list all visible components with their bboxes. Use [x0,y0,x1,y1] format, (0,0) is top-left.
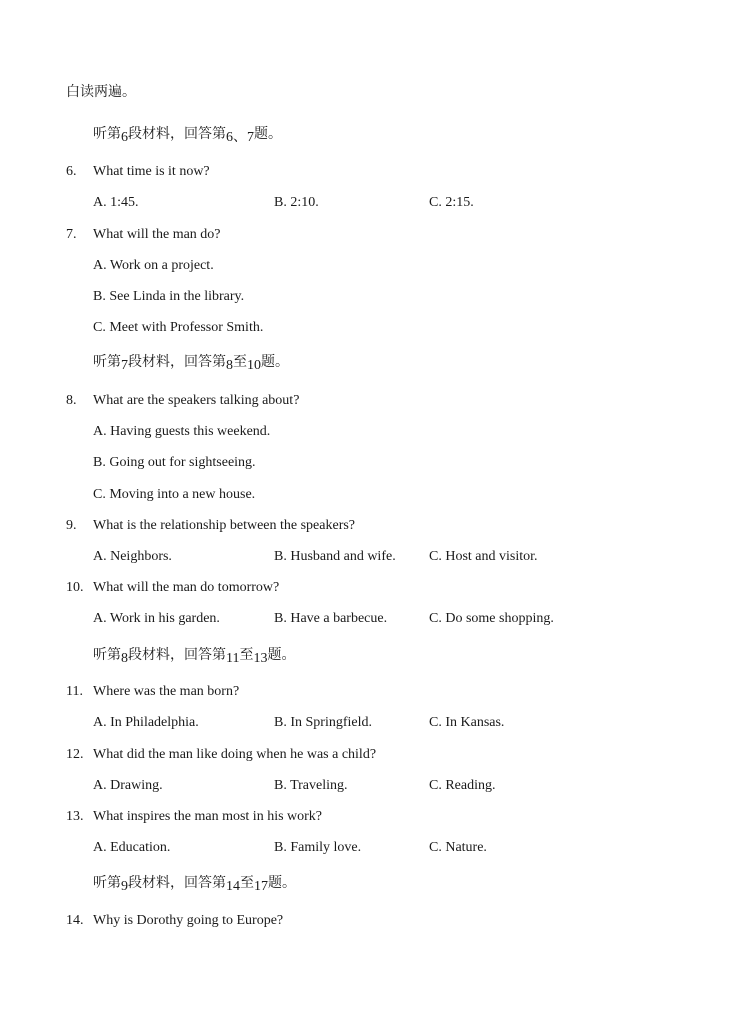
section-text: 题。 [261,354,289,370]
section-number: 8 [121,651,128,666]
section-text: 听第 [93,126,121,142]
option-6a: A. 1:45. [93,195,139,210]
option-13b: B. Family love. [274,840,362,855]
section-text: 至 [240,875,254,891]
section-text: 听第 [93,647,121,663]
section-text: 题。 [254,126,282,142]
section-text: 段材料，回答第 [128,875,226,891]
option-11c: C. In Kansas. [429,715,505,730]
question-range-end: 10 [247,358,261,373]
question-number-6: 6. [66,164,77,179]
option-8b: B. Going out for sightseeing. [93,455,256,470]
option-12a: A. Drawing. [93,778,163,793]
section-text: 段材料，回答第 [128,647,226,663]
question-number-13: 13. [66,809,84,824]
question-text-14: Why is Dorothy going to Europe? [93,913,284,928]
option-9b: B. Husband and wife. [274,549,396,564]
option-11a: A. In Philadelphia. [93,715,199,730]
option-8c: C. Moving into a new house. [93,487,256,502]
option-13c: C. Nature. [429,840,487,855]
question-number-12: 12. [66,747,84,762]
question-text-6: What time is it now? [93,164,210,179]
section-heading-7 [93,353,289,372]
question-text-13: What inspires the man most in his work? [93,809,323,824]
question-text-8: What are the speakers talking about? [93,393,300,408]
option-6b: B. 2:10. [274,195,319,210]
question-range-end: 17 [254,879,268,894]
option-6c: C. 2:15. [429,195,474,210]
question-range-end: 13 [253,651,268,666]
option-10c: C. Do some shopping. [429,611,554,626]
question-text-7: What will the man do? [93,227,221,242]
section-text: 至 [239,647,254,663]
question-text-12: What did the man like doing when he was a child? [93,747,377,762]
option-10b: B. Have a barbecue. [274,611,388,626]
question-range-start: 11 [226,651,240,666]
question-number-14: 14. [66,913,84,928]
question-range: 6、7 [226,130,254,145]
option-11b: B. In Springfield. [274,715,372,730]
option-12b: B. Traveling. [274,778,348,793]
section-text: 题。 [267,647,296,663]
section-number: 7 [121,358,128,373]
section-number: 9 [121,879,128,894]
option-13a: A. Education. [93,840,171,855]
option-7c: C. Meet with Professor Smith. [93,320,264,335]
section-text: 至 [233,354,247,370]
section-heading-6 [93,125,282,144]
section-text: 题。 [268,875,296,891]
option-12c: C. Reading. [429,778,496,793]
question-text-10: What will the man do tomorrow? [93,580,280,595]
section-number: 6 [121,130,128,145]
option-7a: A. Work on a project. [93,258,214,273]
question-range-start: 14 [226,879,240,894]
question-number-8: 8. [66,393,77,408]
option-10a: A. Work in his garden. [93,611,220,626]
section-text: 段材料，回答第 [128,354,226,370]
section-heading-8 [93,646,295,665]
section-text: 段材料，回答第 [128,126,226,142]
option-8a: A. Having guests this weekend. [93,424,271,439]
section-text: 听第 [93,354,121,370]
question-text-11: Where was the man born? [93,684,240,699]
option-9c: C. Host and visitor. [429,549,538,564]
section-heading-9 [93,874,296,893]
question-text-9: What is the relationship between the speakers? [93,518,356,533]
question-range-start: 8 [226,358,233,373]
section-text: 听第 [93,875,121,891]
question-number-10: 10. [66,580,84,595]
intro-text: 白读两遍。 [66,84,136,100]
question-number-9: 9. [66,518,77,533]
question-number-7: 7. [66,227,77,242]
option-7b: B. See Linda in the library. [93,289,245,304]
question-number-11: 11. [66,684,83,699]
option-9a: A. Neighbors. [93,549,172,564]
